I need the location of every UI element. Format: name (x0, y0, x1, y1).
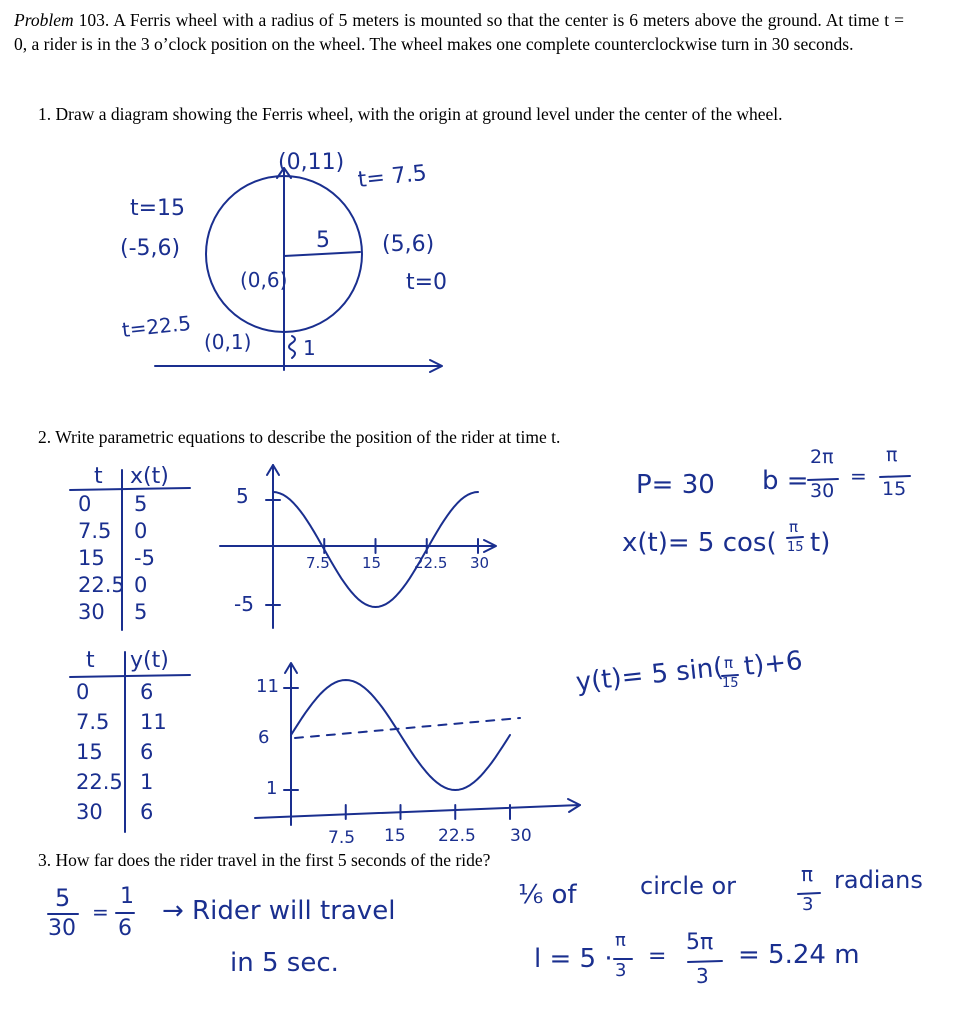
y-graph-tick-label-3: 22.5 (438, 826, 476, 846)
b-frac1-den: 30 (810, 480, 835, 502)
x-table-row-t-0: 0 (78, 492, 92, 516)
x-graph (220, 465, 496, 628)
y-graph (255, 663, 580, 825)
yt-15: 15 (722, 676, 739, 691)
ans-five-pi: 5π (686, 930, 714, 955)
y-table-row-val-3: 1 (140, 770, 154, 794)
b-frac1-num: 2π (810, 446, 834, 468)
x-graph-label-5: 5 (236, 484, 249, 508)
yt-equation-prefix: y(t)= 5 sin( (574, 652, 725, 698)
problem-label: Problem (14, 10, 74, 30)
y-table-header-t: t (86, 648, 95, 673)
y-graph-sine-curve (291, 680, 510, 790)
x-table-header-x: x(t) (130, 464, 169, 489)
y-graph-label-6: 6 (258, 727, 270, 748)
xt-15: 15 (787, 540, 804, 555)
x-table-row-val-2: -5 (134, 546, 155, 570)
ans-one: 1 (120, 884, 134, 909)
x-table-row-t-1: 7.5 (78, 519, 112, 543)
label-bottom-point: (0,1) (204, 330, 252, 354)
y-table-row-val-4: 6 (140, 800, 154, 824)
label-left-time: t=15 (130, 196, 186, 221)
label-center: (0,6) (240, 268, 288, 292)
x-graph-label-neg5: -5 (234, 592, 254, 616)
y-table-header-line (70, 675, 190, 677)
x-table-header-t: t (94, 464, 103, 489)
label-right-time: t=0 (406, 270, 448, 295)
label-t-top: t= 7.5 (356, 160, 428, 193)
ans-frac-bar-5 (688, 961, 722, 962)
x-graph-tick-label-2: 15 (362, 554, 382, 572)
b-fraction-bar-2 (880, 476, 910, 477)
y-graph-tick-label-2: 15 (384, 826, 406, 846)
label-top-point: (0,11) (278, 150, 345, 175)
xt-fraction-bar (787, 537, 803, 538)
ans-arc-pi: π (615, 930, 626, 951)
y-graph-tick-label-4: 30 (510, 826, 532, 846)
ans-rider-text: → Rider will travel (162, 896, 396, 926)
x-graph-tick-label-4: 30 (470, 554, 490, 572)
label-right-point: (5,6) (382, 232, 435, 257)
ans-pi: π (801, 862, 814, 886)
y-table-row-t-4: 30 (76, 800, 103, 824)
label-left-point: (-5,6) (120, 236, 181, 261)
ans-in-sec: in 5 sec. (230, 948, 339, 978)
problem-text: A Ferris wheel with a radius of 5 meters is mounted so that the center is 6 meters above the ground. At time t = 0, a rider is in the 3 o’clock position on the wheel. The wheel makes one complete counterclockwise turn in 30 seconds. (14, 10, 904, 54)
y-graph-label-11: 11 (256, 676, 279, 697)
x-table-row-val-3: 0 (134, 573, 148, 597)
period-equation: P= 30 (636, 470, 715, 500)
question-1-text: Draw a diagram showing the Ferris wheel, with the origin at ground level under the center of the wheel. (55, 104, 783, 124)
ans-frac-num-5: 5 (55, 884, 71, 912)
x-table-row-val-0: 5 (134, 492, 148, 516)
question-3-number: 3. (38, 850, 52, 870)
y-table-row-t-2: 15 (76, 740, 103, 764)
y-table-row-t-3: 22.5 (76, 770, 123, 794)
label-height: 1 (303, 336, 316, 360)
ans-equals-2: = (648, 944, 667, 969)
ans-arc-three: 3 (615, 960, 627, 981)
label-bottom-time: t=22.5 (120, 310, 193, 342)
ans-six: 6 (118, 916, 132, 941)
yt-pi: π (724, 654, 734, 672)
ans-equals-1: = (92, 900, 109, 924)
ans-arc-three-2: 3 (696, 964, 709, 988)
y-graph-t-axis (255, 805, 580, 818)
y-table-header-y: y(t) (130, 648, 169, 673)
question-2-text: Write parametric equations to describe the position of the rider at time t. (55, 427, 561, 447)
b-label: b = (762, 466, 809, 496)
ans-radians: radians (834, 866, 923, 894)
xt-equation-suffix: t) (810, 528, 831, 558)
b-frac2-den: 15 (882, 478, 907, 500)
ans-sixth: ⅙ of (518, 880, 577, 910)
y-graph-label-1: 1 (266, 778, 278, 799)
b-frac2-num: π (886, 444, 898, 466)
yt-equation-suffix: t)+6 (742, 645, 804, 682)
x-table-row-val-4: 5 (134, 600, 148, 624)
xt-equation-prefix: x(t)= 5 cos( (622, 528, 777, 558)
question-3-text: How far does the rider travel in the first 5 seconds of the ride? (55, 850, 491, 870)
y-table-row-t-1: 7.5 (76, 710, 110, 734)
x-graph-tick-label-3: 22.5 (414, 554, 448, 572)
x-table-row-t-3: 22.5 (78, 573, 125, 597)
b-equals-2: = (850, 464, 867, 488)
x-table-row-t-4: 30 (78, 600, 105, 624)
question-2-number: 2. (38, 427, 52, 447)
x-table-row-val-1: 0 (134, 519, 148, 543)
ans-frac-den-30: 30 (48, 916, 76, 941)
height-brace (289, 336, 295, 358)
label-radius: 5 (316, 228, 330, 253)
ans-arc-length: l = 5 · (534, 944, 613, 974)
ans-result: = 5.24 m (738, 940, 860, 970)
y-table-row-val-1: 11 (140, 710, 167, 734)
y-graph-midline (295, 718, 520, 738)
ans-three: 3 (802, 894, 814, 915)
y-table-row-val-2: 6 (140, 740, 154, 764)
question-1-number: 1. (38, 104, 52, 124)
ans-circle: circle or (640, 872, 737, 900)
x-graph-tick-label-1: 7.5 (306, 554, 330, 572)
y-table-row-val-0: 6 (140, 680, 154, 704)
y-graph-tick-label-1: 7.5 (328, 828, 356, 848)
xt-pi: π (789, 518, 799, 536)
x-table-row-t-2: 15 (78, 546, 105, 570)
problem-number: 103. (78, 10, 110, 30)
y-table-row-t-0: 0 (76, 680, 90, 704)
